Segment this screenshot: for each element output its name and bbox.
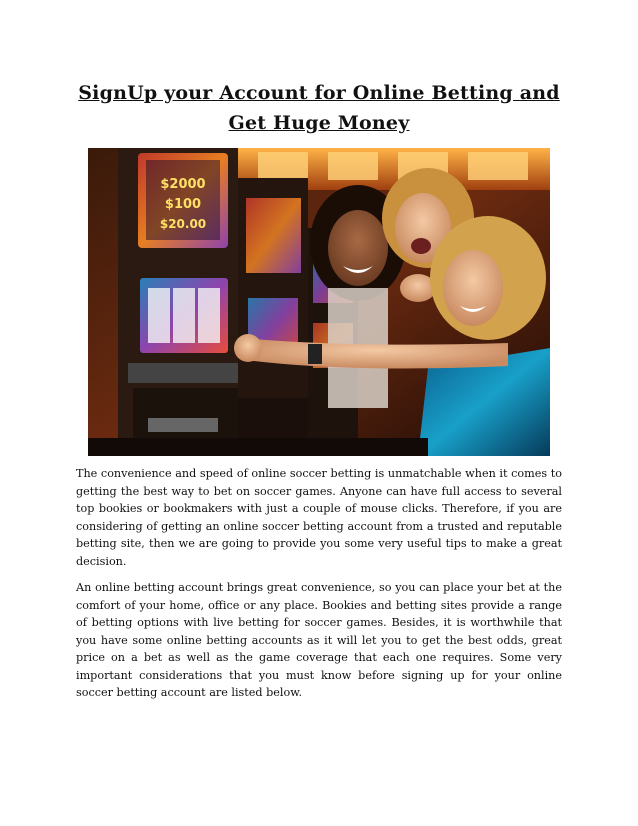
casino-photo-icon [88,148,550,456]
slot-amount-3: $20.00 [159,217,207,231]
paragraph-1: The convenience and speed of online soccer betting is unmatchable when it comes to getting the best way to bet on soccer games. Anyone can have full access to several top bookies or bookmakers with just a couple of mouse clicks. Therefore, if you are considering of getting an online soccer betting account from a trusted and reputable betting site, then we are going to provide you some very useful tips to make a great decision. [76,467,562,568]
slot-amount-1: $2000 [160,177,206,192]
paragraph-2: An online betting account brings great convenience, so you can place your bet at the comfort of your home, office or any place. Bookies and betting sites provide a range of betting options with live betting for soccer games. Besides, it is worthwhile that you have some online betting accounts as it will let you to get the best odds, great price on a bet as well as the game coverage that each one requires. Some very important considerations that you must know before signing up for your online soccer betting account are listed below. [76,581,562,699]
casino-photo [88,148,550,456]
slot-amount-2: $100 [164,197,202,212]
article-body [76,465,562,711]
page-title: SignUp your Account for Online Betting and Get Huge Money [78,82,560,134]
